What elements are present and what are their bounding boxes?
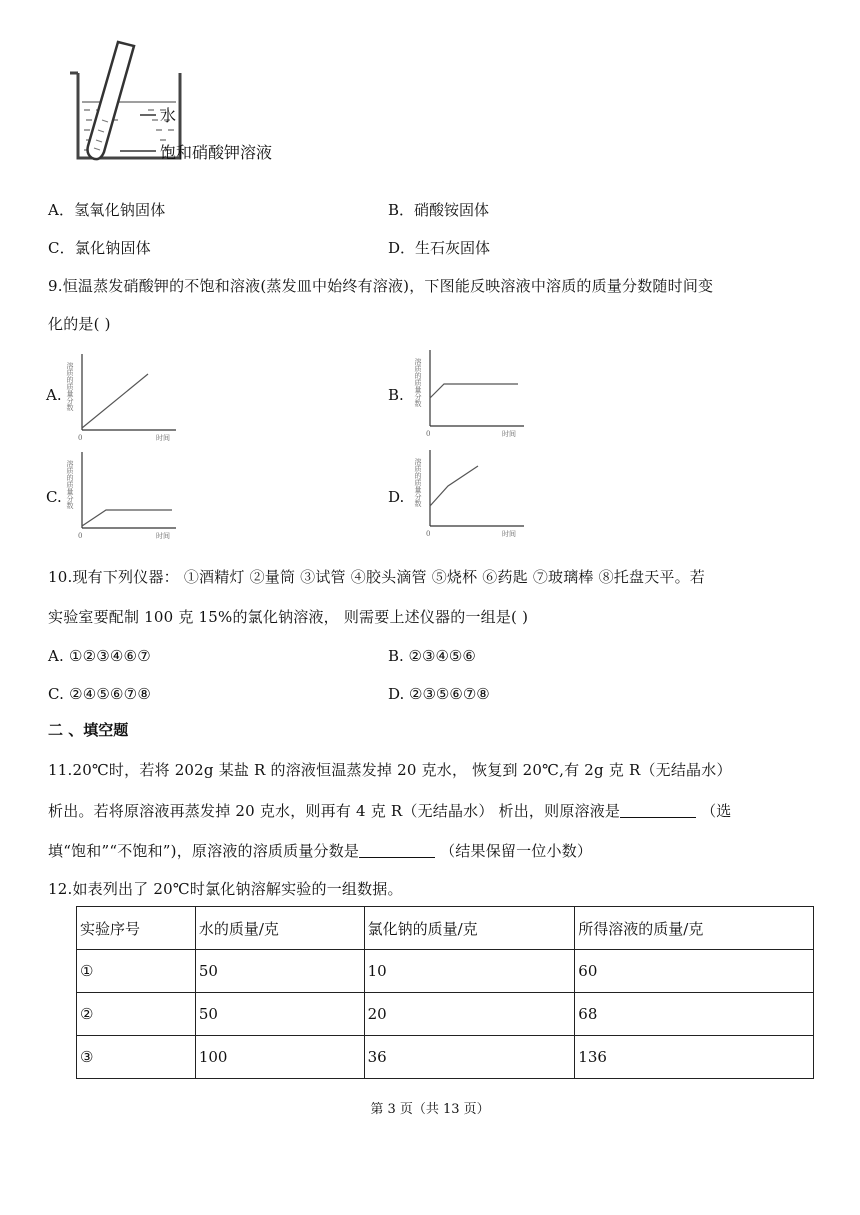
- data-table: [76, 906, 814, 1079]
- graph-b-xlabel: 时间: [502, 430, 516, 438]
- q10-option-c: C. ②④⑤⑥⑦⑧: [48, 685, 151, 703]
- question-10-line1: 10.现有下列仪器： ①酒精灯 ②量筒 ③试管 ④胶头滴管 ⑤烧杯 ⑥药匙 ⑦玻璃棒 ⑧托盘天平。若: [48, 568, 706, 586]
- graph-b-origin: 0: [426, 430, 431, 438]
- table-cell: 50: [195, 993, 364, 1036]
- q11-line3-tail: （结果保留一位小数）: [435, 842, 593, 860]
- graph-option-d: [414, 446, 534, 538]
- table-header-cell: 氯化钠的质量/克: [364, 907, 575, 950]
- q11-blank-2[interactable]: [359, 843, 435, 858]
- question-11-line3: [48, 840, 592, 861]
- graph-option-c-label: C.: [46, 488, 62, 506]
- option-a: A．氢氧化钠固体: [48, 201, 166, 219]
- table-cell: 20: [364, 993, 575, 1036]
- q10-option-d: D. ②③⑤⑥⑦⑧: [388, 685, 490, 703]
- table-row: [77, 950, 814, 993]
- table-cell: 10: [364, 950, 575, 993]
- table-header-cell: 水的质量/克: [195, 907, 364, 950]
- table-cell: 100: [195, 1036, 364, 1079]
- table-cell: ②: [77, 993, 196, 1036]
- graph-a-ylabel: 溶质的质量分数: [66, 362, 74, 411]
- beaker-label-solution: 饱和硝酸钾溶液: [160, 143, 273, 162]
- q11-line2-tail: （选: [696, 802, 732, 820]
- graph-option-a-label: A.: [46, 386, 62, 404]
- q11-line3-text: 填“饱和”“不饱和”)，原溶液的溶质质量分数是: [48, 842, 360, 860]
- option-d: D．生石灰固体: [388, 239, 491, 257]
- q10-option-b: B. ②③④⑤⑥: [388, 647, 476, 665]
- table-cell: 68: [575, 993, 814, 1036]
- question-11-line1: 11.20℃时，若将 202g 某盐 R 的溶液恒温蒸发掉 20 克水， 恢复到 20℃,有 2g 克 R（无结晶水）: [48, 761, 732, 779]
- graph-d-origin: 0: [426, 530, 431, 538]
- table-cell: ③: [77, 1036, 196, 1079]
- table-row: [77, 1036, 814, 1079]
- graph-option-b-label: B.: [388, 386, 404, 404]
- question-9-line1: 9.恒温蒸发硝酸钾的不饱和溶液(蒸发皿中始终有溶液)，下图能反映溶液中溶质的质量分数随时间变: [48, 277, 714, 295]
- table-header-row: [77, 907, 814, 950]
- graph-option-c: [66, 448, 186, 540]
- section-title: 二 、填空题: [48, 721, 129, 739]
- option-b: B．硝酸铵固体: [388, 201, 490, 219]
- graph-c-xlabel: 时间: [156, 532, 170, 540]
- graph-c-ylabel: 溶质的质量分数: [66, 460, 74, 509]
- graph-d-ylabel: 溶质的质量分数: [414, 458, 422, 507]
- table-cell: 60: [575, 950, 814, 993]
- table-cell: 36: [364, 1036, 575, 1079]
- table-header-cell: 实验序号: [77, 907, 196, 950]
- option-c: C．氯化钠固体: [48, 239, 151, 257]
- question-10-line2: 实验室要配制 100 克 15%的氯化钠溶液， 则需要上述仪器的一组是( ): [48, 608, 529, 626]
- graph-c-origin: 0: [78, 532, 83, 540]
- q10-option-a: A. ①②③④⑥⑦: [48, 647, 151, 665]
- page-footer: 第 3 页（共 13 页）: [370, 1102, 490, 1117]
- graph-option-d-label: D.: [388, 488, 405, 506]
- table-cell: ①: [77, 950, 196, 993]
- graph-option-a: [66, 350, 186, 442]
- graph-d-xlabel: 时间: [502, 530, 516, 538]
- question-11-line2: [48, 800, 732, 821]
- table-header-cell: 所得溶液的质量/克: [575, 907, 814, 950]
- graph-b-ylabel: 溶质的质量分数: [414, 358, 422, 407]
- table-cell: 136: [575, 1036, 814, 1079]
- q11-blank-1[interactable]: [620, 803, 696, 818]
- table-cell: 50: [195, 950, 364, 993]
- graph-option-b: [414, 346, 534, 438]
- question-12-text: 12.如表列出了 20℃时氯化钠溶解实验的一组数据。: [48, 880, 403, 898]
- table-row: [77, 993, 814, 1036]
- q11-line2-text: 析出。若将原溶液再蒸发掉 20 克水，则再有 4 克 R（无结晶水） 析出，则原溶液是: [48, 802, 621, 820]
- graph-a-origin: 0: [78, 434, 83, 442]
- graph-a-xlabel: 时间: [156, 434, 170, 442]
- question-9-line2: 化的是( ): [48, 315, 111, 333]
- beaker-label-water: 水: [160, 106, 177, 125]
